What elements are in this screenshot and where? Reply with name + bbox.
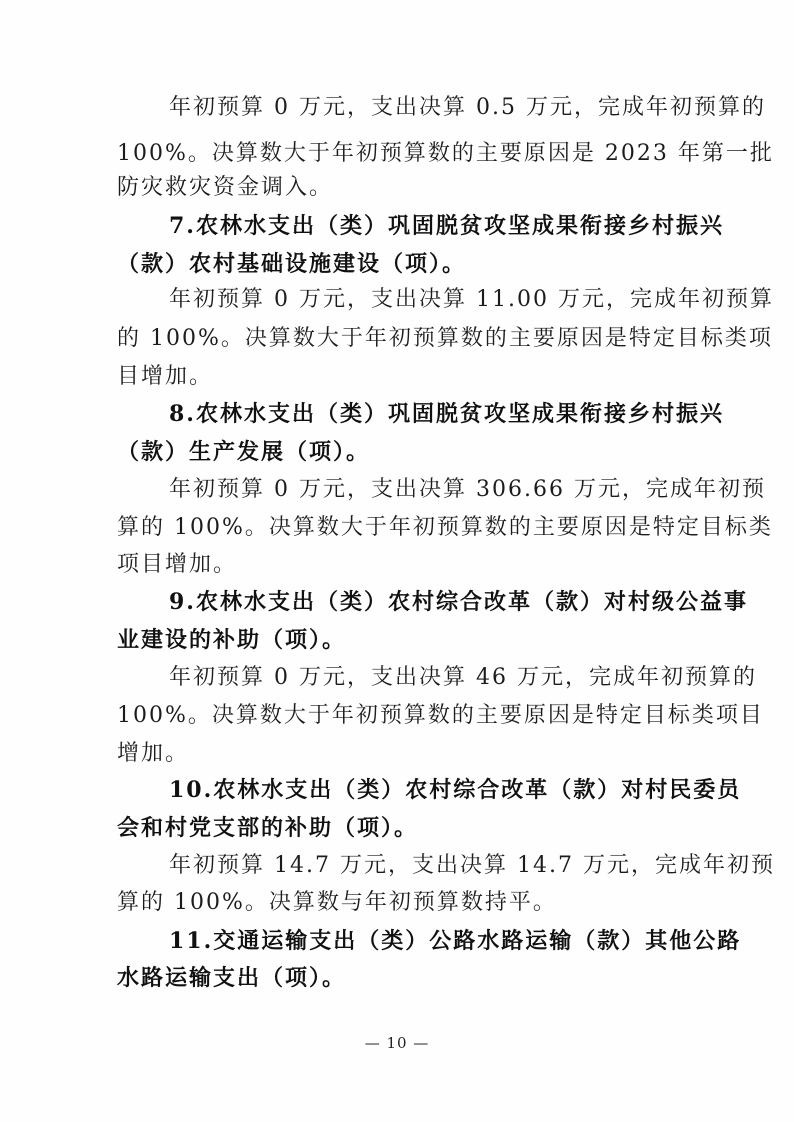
section-heading-11-cont: 水路运输支出（项）。 [117, 965, 347, 991]
section-heading-11: 11.交通运输支出（类）公路水路运输（款）其他公路 [169, 928, 742, 954]
section-heading-8: 8.农林水支出（类）巩固脱贫攻坚成果衔接乡村振兴 [169, 401, 724, 427]
body-text-line: 100%。决算数大于年初预算数的主要原因是 2023 年第一批 [117, 141, 774, 166]
body-text-line: 的 100%。决算数大于年初预算数的主要原因是特定目标类项 [117, 326, 773, 351]
page-number: — 10 — [364, 1034, 430, 1052]
body-text-line: 年初预算 0 万元，支出决算 46 万元，完成年初预算的 [169, 665, 757, 690]
section-heading-7-cont: （款）农村基础设施建设（项）。 [117, 251, 467, 277]
section-heading-9-cont: 业建设的补助（项）。 [117, 627, 347, 653]
body-text-line: 年初预算 0 万元，支出决算 0.5 万元，完成年初预算的 [169, 95, 766, 120]
body-text-line: 算的 100%。决算数大于年初预算数的主要原因是特定目标类 [117, 515, 773, 540]
body-text-line: 目增加。 [117, 364, 214, 389]
body-text-line: 防灾救灾资金调入。 [117, 175, 334, 200]
body-text-line: 算的 100%。决算数与年初预算数持平。 [117, 890, 557, 915]
body-text-line: 项目增加。 [117, 552, 238, 577]
section-heading-7: 7.农林水支出（类）巩固脱贫攻坚成果衔接乡村振兴 [169, 213, 724, 239]
section-heading-10-cont: 会和村党支部的补助（项）。 [117, 815, 419, 841]
body-text-line: 100%。决算数大于年初预算数的主要原因是特定目标类项目 [117, 703, 764, 728]
body-text-line: 年初预算 0 万元，支出决算 11.00 万元，完成年初预算 [169, 287, 774, 312]
body-text-line: 增加。 [117, 741, 190, 766]
body-text-line: 年初预算 0 万元，支出决算 306.66 万元，完成年初预 [169, 477, 766, 502]
body-text-line: 年初预算 14.7 万元，支出决算 14.7 万元，完成年初预 [169, 853, 775, 878]
section-heading-10: 10.农林水支出（类）农村综合改革（款）对村民委员 [169, 777, 742, 803]
section-heading-8-cont: （款）生产发展（项）。 [117, 439, 371, 465]
section-heading-9: 9.农林水支出（类）农村综合改革（款）对村级公益事 [169, 589, 748, 615]
